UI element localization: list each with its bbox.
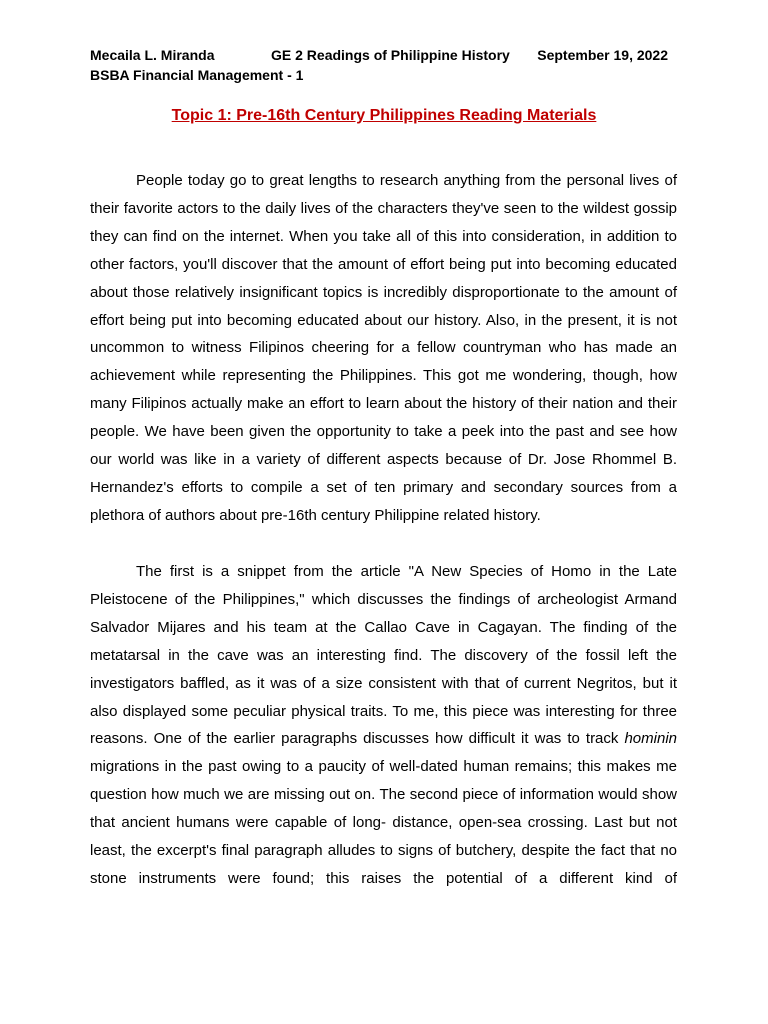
paragraph-2 bbox=[90, 558, 677, 893]
paragraph-2-italic-term: hominin bbox=[624, 730, 677, 748]
document-date: September 19, 2022 bbox=[537, 47, 668, 63]
paragraph-2-text-b: migrations in the past owing to a paucity of well-dated human remains; this makes me question how much we are missing out on. The second piece of information would show that ancient humans were capable of long- distance, open-sea crossing. Last but not least, the excerpt's final paragraph alludes to signs of butchery, despite the fact that no stone instruments were found; this raises the potential of a different kind of bbox=[90, 758, 677, 887]
paragraph-1: People today go to great lengths to research anything from the personal lives of their favorite actors to the daily lives of the characters they've seen to the wildest gossip they can find on the internet. When you take all of this into consideration, in addition to other factors, you'll discover that the amount of effort being put into becoming educated about those relatively insignificant topics is incredibly disproportionate to the amount of effort being put into becoming educated about our history. Also, in the present, it is not uncommon to witness Filipinos cheering for a fellow countryman who has made an achievement while representing the Philippines. This got me wondering, though, how many Filipinos actually make an effort to learn about the history of their nation and their people. We have been given the opportunity to take a peek into the past and see how our world was like in a variety of different aspects because of Dr. Jose Rhommel B. Hernandez's efforts to compile a set of ten primary and secondary sources from a plethora of authors about pre-16th century Philippine related history. bbox=[90, 172, 677, 524]
course-title: GE 2 Readings of Philippine History bbox=[271, 47, 510, 63]
document-title: Topic 1: Pre-16th Century Philippines Reading Materials bbox=[171, 107, 597, 124]
paragraph-2-container bbox=[90, 558, 677, 898]
author-name: Mecaila L. Miranda bbox=[90, 47, 215, 63]
paragraph-2-text-a: The first is a snippet from the article "A New Species of Homo in the Late Pleistocene of the Philippines," which discusses the findings of archeologist Armand Salvador Mijares and his team at the Callao Cave in Cagayan. The finding of the metatarsal in the cave was an interesting find. The discovery of the fossil left the investigators baffled, as it was of a size consistent with that of current Negritos, but it also displayed some peculiar physical traits. To me, this piece was interesting for three reasons. One of the earlier paragraphs discusses how difficult it was to track bbox=[90, 563, 677, 748]
program-name: BSBA Financial Management - 1 bbox=[90, 67, 304, 83]
